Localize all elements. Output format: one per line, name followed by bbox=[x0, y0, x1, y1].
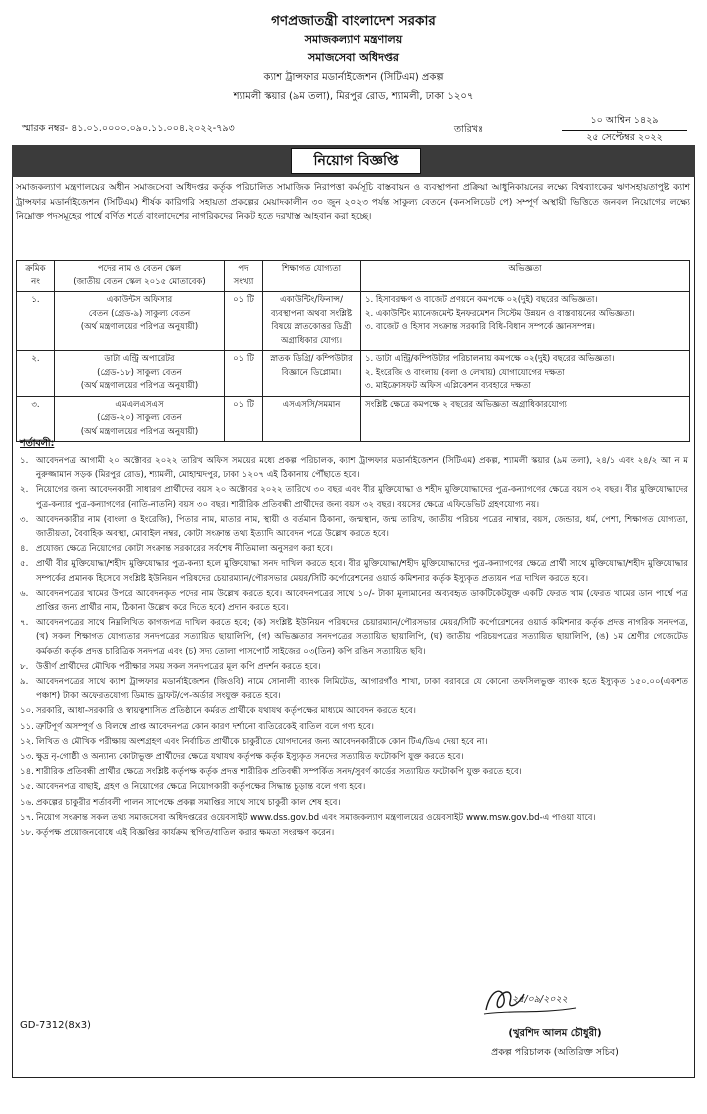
condition-item bbox=[20, 542, 688, 556]
condition-text: প্রযোজ্য ক্ষেত্রে নিয়োগের কোটা সংক্রান্ত সরকারের সর্বশেষ নীতিমালা অনুসরণ করা হবে। bbox=[36, 544, 334, 555]
condition-number: ১৩. bbox=[20, 752, 34, 763]
experience-item: সংশ্লিষ্ট ক্ষেত্রে কমপক্ষে ২ বছরের অভিজ্ঞতা অগ্রাধিকারযোগ্য bbox=[365, 399, 567, 410]
header-post-line2: (জাতীয় বেতন স্কেল ২০১৫ মোতাবেক) bbox=[73, 277, 206, 287]
post-post: ডাটা এন্ট্রি অপারেটর bbox=[104, 354, 175, 364]
header-post-line1: পদের নাম ও বেতন স্কেল bbox=[97, 264, 182, 274]
header-post bbox=[55, 261, 225, 292]
condition-item bbox=[20, 513, 688, 541]
header-experience: অভিজ্ঞতা bbox=[361, 261, 690, 292]
condition-item bbox=[20, 750, 688, 764]
table-row bbox=[17, 396, 690, 442]
date-gregorian: ২৫ সেপ্টেম্বর ২০২২ bbox=[586, 132, 663, 143]
condition-number: ১৮. bbox=[20, 828, 34, 839]
cell-post bbox=[55, 351, 225, 397]
condition-number: ৮. bbox=[20, 661, 29, 672]
posts-table bbox=[16, 260, 690, 442]
cell-education: এসএসসি/সমমান bbox=[263, 396, 361, 442]
condition-item bbox=[20, 675, 688, 703]
condition-item bbox=[20, 483, 688, 511]
date-divider bbox=[562, 130, 687, 131]
experience-item: ৩. মাইক্রোসফট অফিস এপ্লিকেশন ব্যবহারে দক্ষতা bbox=[365, 381, 531, 391]
project-heading: ক্যাশ ট্রান্সফার মডার্নাইজেশন (সিটিএম) প্রকল্প bbox=[263, 72, 444, 83]
ministry-heading: সমাজকল্যাণ মন্ত্রণালয় bbox=[304, 33, 403, 46]
condition-item bbox=[20, 616, 688, 659]
condition-item bbox=[20, 720, 688, 734]
notice-title: নিয়োগ বিজ্ঞপ্তি bbox=[291, 148, 421, 174]
condition-number: ১০. bbox=[20, 706, 34, 717]
condition-item bbox=[20, 811, 688, 825]
signatory-designation: প্রকল্প পরিচালক (অতিরিক্ত সচিব) bbox=[491, 1047, 619, 1058]
condition-item bbox=[20, 587, 688, 615]
condition-item bbox=[20, 704, 688, 718]
post-note: (অর্থ মন্ত্রণালয়ের পরিপত্র অনুযায়ী) bbox=[80, 381, 199, 391]
condition-number: ৪. bbox=[20, 544, 29, 555]
condition-text: ক্ষুদ্র নৃ-গোষ্ঠী ও অন্যান্য কোটাভুক্ত প্রার্থীদের ক্ষেত্রে যথাযথ কর্তৃপক্ষ কর্তৃক ইস্যুকৃত সনদের সত্যায়িত ফটোকপি যুক্ত করতে হবে। bbox=[36, 752, 464, 763]
post-post: এমএলএসএস bbox=[115, 399, 164, 410]
condition-number: ১৭. bbox=[20, 812, 34, 823]
government-heading: গণপ্রজাতন্ত্রী বাংলাদেশ সরকার bbox=[271, 13, 436, 29]
post-scale: বেতন (গ্রেড-৯) সাকুল্য বেতন bbox=[88, 308, 191, 319]
cell-serial: ২. bbox=[17, 351, 55, 397]
post-scale: (গ্রেড-১৮) সাকুল্য বেতন bbox=[97, 367, 182, 378]
gd-code: GD-7312(8x3) bbox=[20, 1020, 91, 1031]
condition-item bbox=[20, 454, 688, 482]
condition-text: আবেদনপত্র আগামী ২০ অক্টোবর ২০২২ তারিখ অফিস সময়ের মধ্যে প্রকল্প পরিচালক, ক্যাশ ট্রান্সফার মডার্নাইজেশন (সিটিএম) প্রকল্প, শ্যামলী স্কয়ার (৯ম তলা), ২৪/১ এবং ২৪/২ আ ন ম নুরুজ্জামান সড়ক (মিরপুর রোড), শ্যামলী, মোহাম্মদপুর, ঢাকা ১২০৭ এই ঠিকানায় পৌঁছাতে হবে। bbox=[36, 456, 688, 481]
condition-number: ৩. bbox=[20, 514, 29, 525]
cell-count: ০১ টি bbox=[225, 351, 263, 397]
cell-post bbox=[55, 396, 225, 442]
cell-experience bbox=[361, 292, 690, 351]
table-row bbox=[17, 292, 690, 351]
conditions-list bbox=[20, 454, 688, 841]
condition-number: ৬. bbox=[20, 588, 29, 599]
condition-text: নিয়োগের জন্য আবেদনকারী সাধারণ প্রার্থীদের বয়স ২০ অক্টোবর ২০২২ তারিখে ৩০ বছর এবং বীর মুক্তিযোদ্ধা ও শহীদ মুক্তিযোদ্ধাদের পুত্র-কন্যাগণের ক্ষেত্রে বয়স ৩২ বছর। বীর মুক্তিযোদ্ধাদের পুত্র-কন্যার পুত্র-কন্যাগণের (নাতি-নাতনি) বয়স ৩০ বছর। শারীরিক প্রতিবন্ধী প্রার্থীদের জন্য বয়স ৩২ বছর। বয়সের ক্ষেত্রে এফিডেভিট গ্রহণযোগ্য নয়। bbox=[36, 485, 688, 510]
condition-number: ১৬. bbox=[20, 797, 34, 808]
condition-item bbox=[20, 660, 688, 674]
cell-experience bbox=[361, 396, 690, 442]
condition-text: আবেদনপত্রের সাথে ক্যাশ ট্রান্সফার মডার্নাইজেশন (জিওবি) নামে সোনালী ব্যাংক লিমিটেড, আগারগাঁও শাখা, ঢাকা বরাবরে যে কোনো তফসিলভুক্ত ব্যাংক হতে ইস্যুকৃত ১৫০.০০(একশত পঞ্চাশ) টাকা অফেরতযোগ্য ডিমান্ড ড্রাফট/পে-অর্ডার সংযুক্ত করতে হবে। bbox=[36, 677, 688, 702]
condition-text: প্রকল্পের চাকুরীর শর্তাবলী পালন সাপেক্ষে প্রকল্প সমাপ্তির সাথে সাথে চাকুরী কাল শেষ হবে। bbox=[36, 797, 341, 808]
signature-date: ২৫/০৯/২০২২ bbox=[512, 994, 568, 1005]
condition-text: আবেদনকারীর নাম (বাংলা ও ইংরেজি), পিতার নাম, মাতার নাম, স্থায়ী ও বর্তমান ঠিকানা, জন্মস্থান, জন্ম তারিখ, জাতীয় পরিচয় পত্রের নাম্বার, বয়স, জেন্ডার, ধর্ম, পেশা, শিক্ষাগত যোগ্যতা, জাতীয়তা, বৈবাহিক অবস্থা, মোবাইল নম্বর, কোটা সংক্রান্ত তথ্য ইত্যাদি আবেদন পত্রে উল্লেখ করতে হবে। bbox=[36, 514, 688, 540]
condition-text: আবেদনপত্রের সাথে নিম্নলিখিত কাগজপত্র দাখিল করতে হবে; (ক) সংশ্লিষ্ট ইউনিয়ন পরিষদের চেয়ারম্যান/পৌরসভার মেয়র/সিটি কর্পোরেশনের ওয়ার্ড কমিশনার কর্তৃক প্রদত্ত নাগরিক সনদপত্র, (খ) সকল শিক্ষাগত যোগ্যতার সনদপত্রের সত্যায়িত ছায়ালিপি, (গ) অভিজ্ঞতার সনদপত্রের সত্যায়িত ছায়ালিপি, (ঘ) জাতীয় পরিচয়পত্রের সত্যায়িত ছায়ালিপি, (ঙ) ১ম শ্রেণীর গেজেটেড কর্মকর্তা কর্তৃক প্রদত্ত চারিত্রিক সনদপত্র এবং (চ) সদ্য তোলা পাসপোর্ট সাইজের ০৩(তিন) কপি রঙিন সত্যায়িত ছবি। bbox=[36, 618, 688, 657]
post-note: (অর্থ মন্ত্রণালয়ের পরিপত্র অনুযায়ী) bbox=[80, 322, 199, 332]
condition-text: আবেদনপত্র বাছাই, গ্রহণ ও নিয়োগের ক্ষেত্রে নিয়োগকারী কর্তৃপক্ষের সিদ্ধান্ত চূড়ান্ত বলে গণ্য হবে। bbox=[36, 782, 366, 793]
cell-count: ০১ টি bbox=[225, 292, 263, 351]
date-bengali: ১০ আশ্বিন ১৪২৯ bbox=[590, 115, 659, 126]
header-education: শিক্ষাগত যোগ্যতা bbox=[263, 261, 361, 292]
condition-number: ২. bbox=[20, 485, 29, 496]
post-scale: (গ্রেড-২০) সাকুল্য বেতন bbox=[97, 413, 182, 423]
condition-text: প্রার্থী বীর মুক্তিযোদ্ধা/শহীদ মুক্তিযোদ্ধার পুত্র-কন্যা হলে মুক্তিযোদ্ধা সনদ দাখিল করতে হবে। বীর মুক্তিযোদ্ধা/শহীদ মুক্তিযোদ্ধাদের পুত্র-কন্যাগণের ক্ষেত্রে প্রার্থী সাথে মুক্তিযোদ্ধা/শহীদ মুক্তিযোদ্ধার সম্পর্কের প্রমানক হিসেবে সংশ্লিষ্ট ইউনিয়ন পরিষদের চেয়ারম্যান/পৌরসভার মেয়র/সিটি কর্পোরেশনের ওয়ার্ড কমিশনার কর্তৃক ইস্যুকৃত প্রত্যয়ন পত্র দাখিল করতে হবে। bbox=[36, 559, 688, 584]
condition-text: নিয়োগ সংক্রান্ত সকল তথ্য সমাজসেবা অধিদপ্তরের ওয়েবসাইট www.dss.gov.bd এবং সমাজকল্যাণ মন্ত্রণালয়ের ওয়েবসাইট www.msw.gov.bd-এ পাওয়া যাবে। bbox=[36, 812, 596, 823]
condition-number: ১১. bbox=[20, 721, 34, 732]
condition-number: ৫. bbox=[20, 559, 29, 570]
experience-item: ৩. বাজেট ও হিসাব সংক্রান্ত সরকারি বিধি-বিধান সম্পর্কে জ্ঞানসম্পন্ন। bbox=[365, 322, 595, 332]
office-address: শ্যামলী স্কয়ার (৯ম তলা), মিরপুর রোড, শ্যামলী, ঢাকা ১২০৭ bbox=[233, 91, 474, 102]
table-header-row bbox=[17, 261, 690, 292]
cell-post bbox=[55, 292, 225, 351]
department-heading: সমাজসেবা অধিদপ্তর bbox=[308, 51, 399, 64]
cell-serial: ১. bbox=[17, 292, 55, 351]
memo-number: স্মারক নম্বর- ৪১.০১.০০০০.০৯০.১১.০০৪.২০২২-৭৯৩ bbox=[22, 123, 235, 134]
condition-text: কর্তৃপক্ষ প্রয়োজনবোধে এই বিজ্ঞপ্তির কার্যক্রম স্থগিত/বাতিল করার ক্ষমতা সংরক্ষণ করেন। bbox=[36, 828, 335, 839]
cell-education: স্নাতক ডিগ্রি/ কম্পিউটার বিজ্ঞানে ডিপ্লোমা। bbox=[263, 351, 361, 397]
experience-item: ২. ইংরেজি ও বাংলায় (বলা ও লেখায়) যোগাযোগের দক্ষতা bbox=[365, 367, 565, 378]
conditions-heading: শর্তাবলী: bbox=[20, 438, 55, 449]
condition-number: ১. bbox=[20, 456, 29, 466]
condition-text: লিখিত ও মৌখিক পরীক্ষায় অংশগ্রহণ এবং নির্বাচিত প্রার্থীকে চাকুরীতে যোগদানের জন্য আবেদনকারীকে কোন টিএ/ডিএ দেয়া হবে না। bbox=[36, 736, 488, 747]
cell-serial: ৩. bbox=[17, 396, 55, 442]
condition-number: ৯. bbox=[20, 677, 29, 688]
condition-number: ১৫. bbox=[20, 782, 34, 793]
condition-item bbox=[20, 780, 688, 794]
table-row bbox=[17, 351, 690, 397]
condition-number: ১২. bbox=[20, 736, 34, 747]
condition-item bbox=[20, 735, 688, 749]
condition-text: ত্রুটিপূর্ণ অসম্পূর্ণ ও বিলম্বে প্রাপ্ত আবেদনপত্র কোন কারণ দর্শানো ব্যতিরেকেই বাতিল বলে গণ্য হবে। bbox=[36, 721, 374, 732]
condition-item bbox=[20, 557, 688, 585]
header-serial: ক্রমিক নং bbox=[17, 261, 55, 292]
date-block bbox=[562, 112, 687, 146]
cell-experience bbox=[361, 351, 690, 397]
condition-item bbox=[20, 796, 688, 810]
intro-paragraph: সমাজকল্যাণ মন্ত্রণালয়ের অধীন সমাজসেবা অধিদপ্তর কর্তৃক পরিচালিত সামাজিক নিরাপত্তা কর্মসূচি বাস্তবায়ন ও ব্যবস্থাপনা প্রক্রিয়া আধুনিকায়নের লক্ষ্যে বিশ্বব্যাংকের ঋণসহায়তাপুষ্ট ক্যাশ ট্রান্সফার মডার্নাইজেশন (সিটিএম) শীর্ষক কারিগরি সহায়তা প্রকল্পের মেয়াদকালীন ৩০ জুন ২০২৩ পর্যন্ত সাকুল্য বেতনে (কনসলিডেট পে) সম্পূর্ণ অস্থায়ী ভিত্তিতে জনবল নিয়োগের লক্ষ্যে নিম্নোক্ত পদসমূহের পার্শ্বে বর্ণিত শর্তে বাংলাদেশের নাগরিকদের নিকট হতে দরখাস্ত আহবান করা হচ্ছে। bbox=[16, 183, 690, 222]
cell-count: ০১ টি bbox=[225, 396, 263, 442]
condition-text: শারীরিক প্রতিবন্ধী প্রার্থীর ক্ষেত্রে সংশ্লিষ্ট কর্তৃপক্ষ কর্তৃক প্রদত্ত শারীরিক প্রতিবন্ধী সম্পর্কিত সনদ/সুবর্ণ কার্ডের সত্যায়িত ফটোকপি যুক্ত করতে হবে। bbox=[36, 767, 522, 778]
cell-education: একাউন্টিং/ফিনান্স/ব্যবস্থাপনা অথবা সংশ্লিষ্ট বিষয়ে স্নাতকোত্তর ডিগ্রী অগ্রাধিকার যোগ্য। bbox=[263, 292, 361, 351]
experience-item: ২. একাউন্টিং ম্যানেজমেন্ট ইনফরমেশন সিস্টেম উন্নয়ন ও বাস্তবায়নের অভিজ্ঞতা। bbox=[365, 308, 635, 319]
condition-text: সরকারি, আধা-সরকারি ও স্বায়ত্বশাসিত প্রতিষ্ঠানে কর্মরত প্রার্থীকে যথাযথ কর্তৃপক্ষের মাধ্যমে আবেদন করতে হবে। bbox=[36, 706, 416, 717]
condition-item bbox=[20, 826, 688, 840]
date-label: তারিখঃ bbox=[454, 124, 484, 135]
condition-number: ৭. bbox=[20, 618, 29, 629]
post-post: একাউন্টস অফিসার bbox=[106, 295, 173, 305]
condition-number: ১৪. bbox=[20, 767, 34, 778]
experience-item: ১. ডাটা এন্ট্রি/কম্পিউটার পরিচালনায় কমপক্ষে ০২(দুই) বছরের অভিজ্ঞতা। bbox=[365, 354, 615, 364]
signatory-name: (খুরশিদ আলম চৌধুরী) bbox=[508, 1028, 602, 1039]
post-note: (অর্থ মন্ত্রণালয়ের পরিপত্র অনুযায়ী) bbox=[80, 426, 199, 437]
condition-item bbox=[20, 765, 688, 779]
condition-text: আবেদনপত্রের খামের উপরে আবেদনকৃত পদের নাম উল্লেখ করতে হবে। আবেদনপত্রের সাথে ১০/- টাকা মূল্যমানের অব্যবহৃত ডাকটিকেটযুক্ত একটি ফেরত খাম (ফেরত খামের ডান পার্শ্বে পত্র প্রাপ্তির জন্য প্রার্থীর নাম, ঠিকানা উল্লেখ করে দিতে হবে) প্রদান করতে হবে। bbox=[36, 588, 688, 614]
header-count: পদ সংখ্যা bbox=[225, 261, 263, 292]
experience-item: ১. হিসাবরক্ষণ ও বাজেট প্রণয়নে কমপক্ষে ০২(দুই) বছরের অভিজ্ঞতা। bbox=[365, 295, 598, 305]
condition-text: উত্তীর্ণ প্রার্থীদের মৌখিক পরীক্ষার সময় সকল সনদপত্রের মূল কপি প্রদর্শন করতে হবে। bbox=[36, 661, 321, 672]
